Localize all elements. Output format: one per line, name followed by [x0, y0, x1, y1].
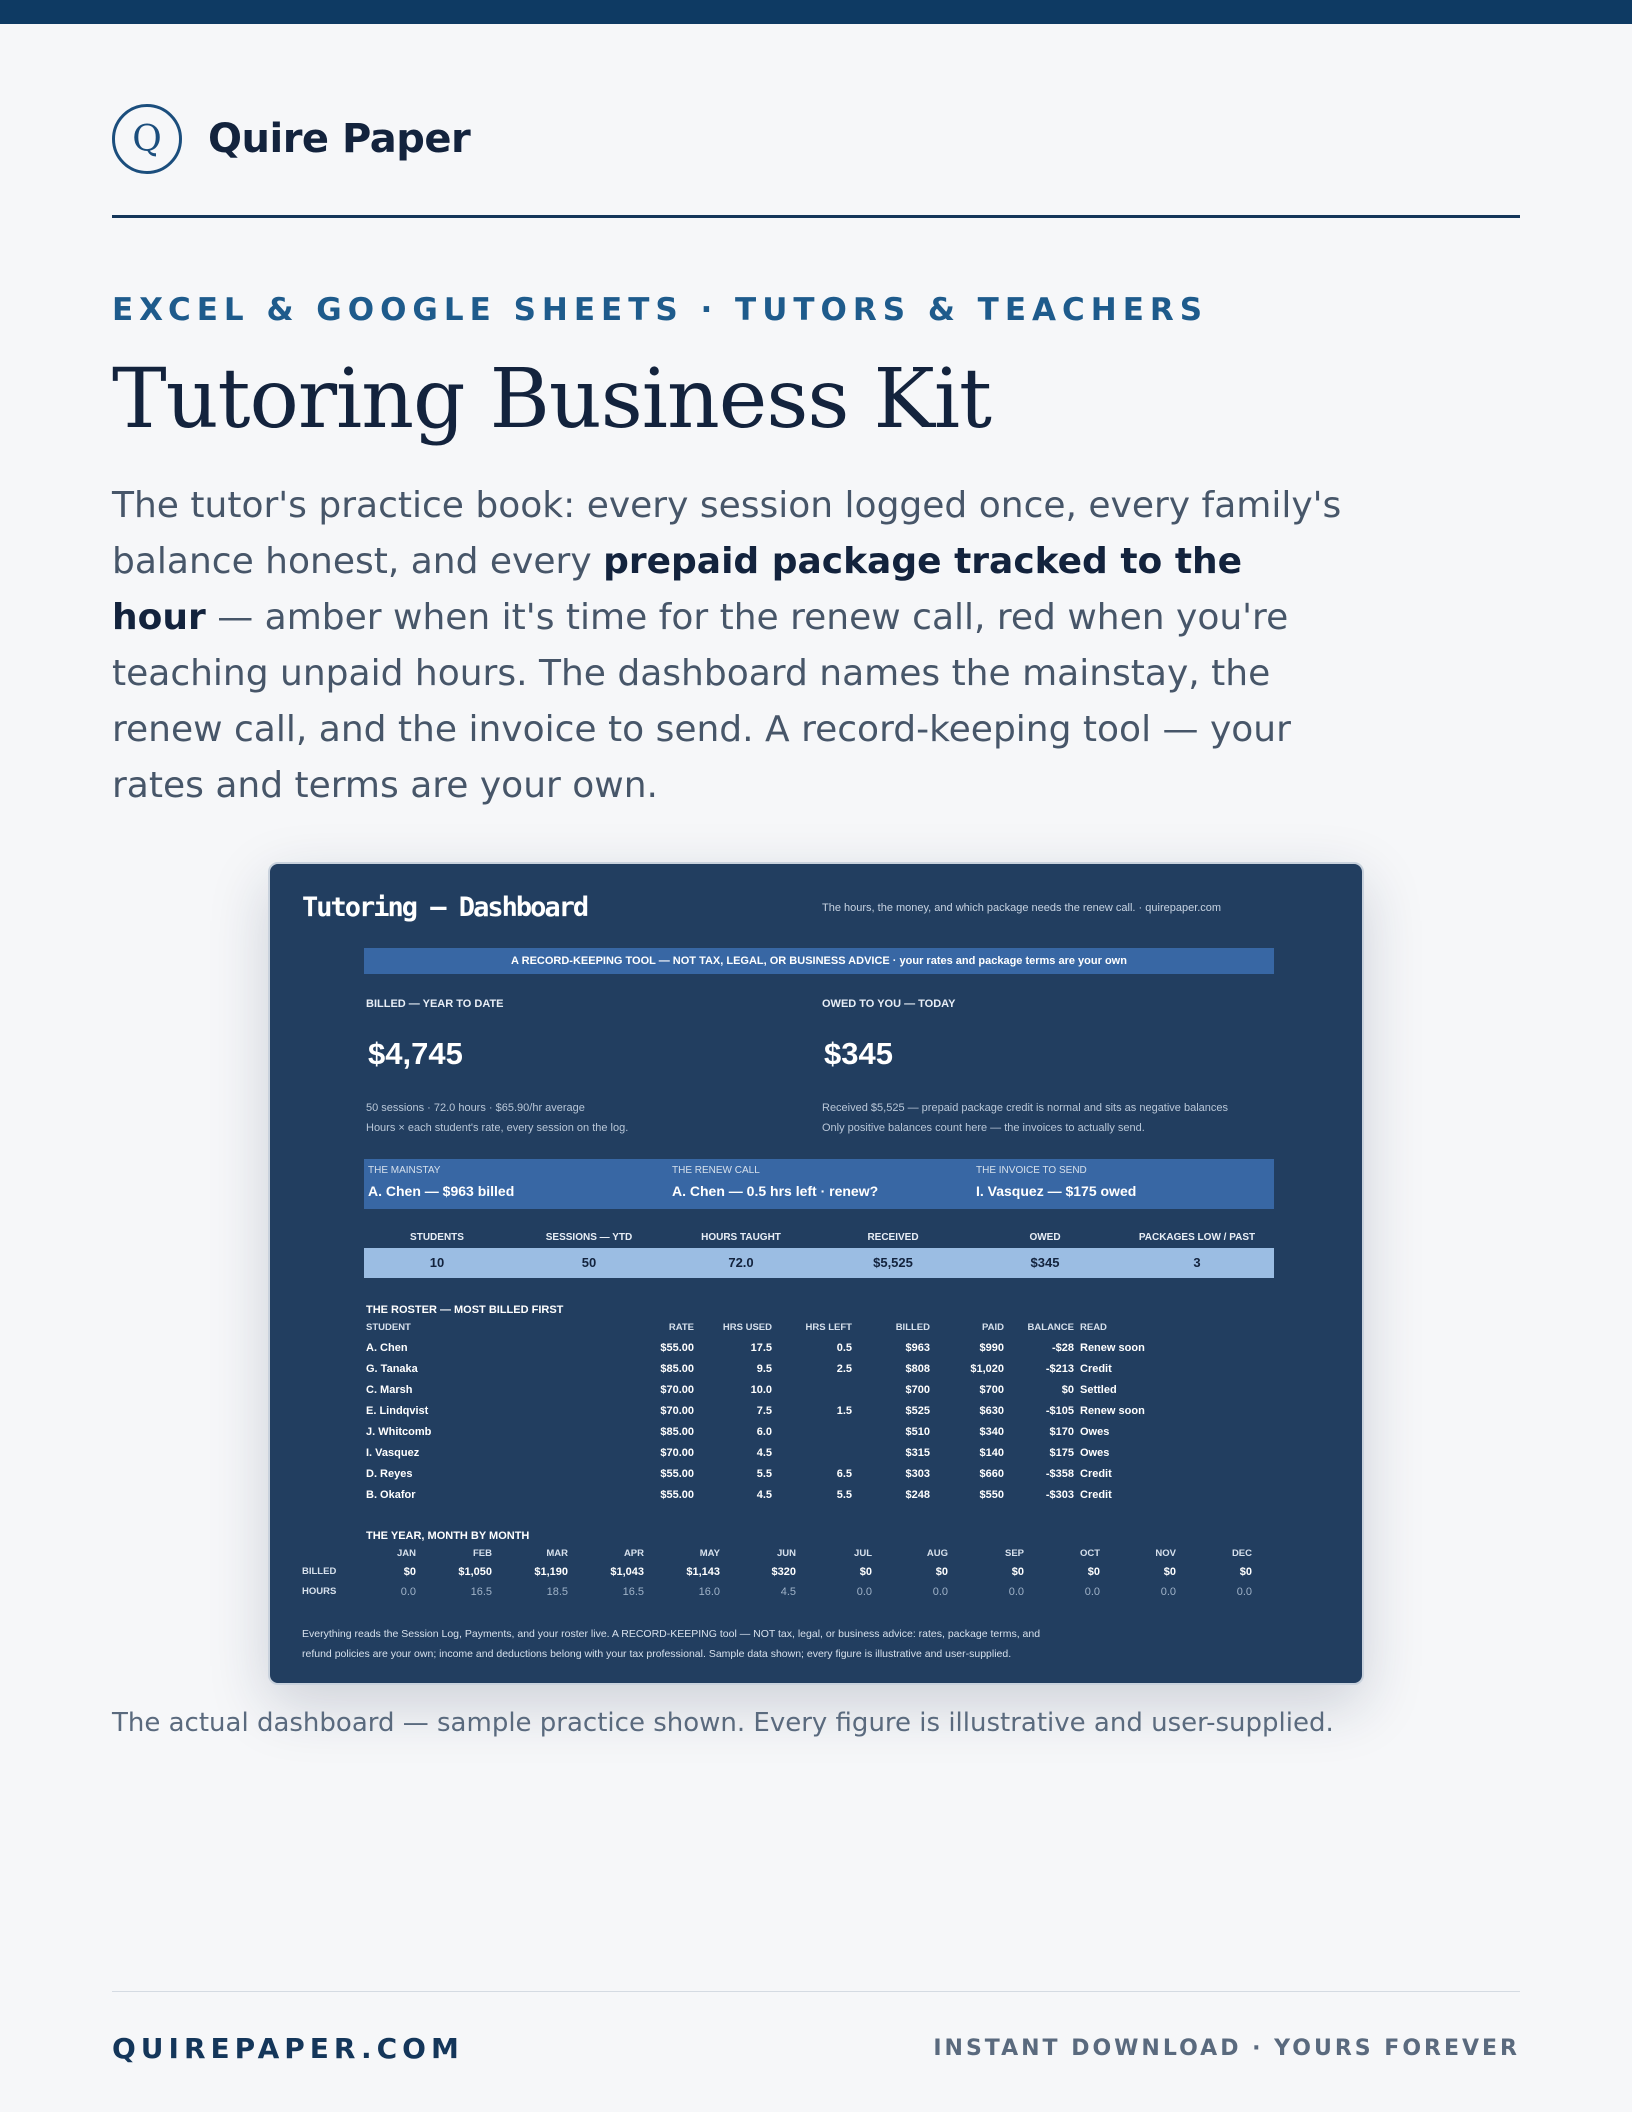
- month-billed: $1,190: [534, 1566, 568, 1578]
- dashboard-footnote-2: refund policies are your own; income and deductions belong with your tax professional. Sample data shown; every figure is illustrative and user-supplied.: [302, 1648, 1012, 1660]
- stat-label: SESSIONS — YTD: [545, 1232, 633, 1243]
- roster-header-paid: PAID: [982, 1322, 1004, 1333]
- month-billed: $0: [1087, 1566, 1100, 1578]
- roster-cell-read: Credit: [1080, 1363, 1112, 1375]
- roster-cell-paid: $140: [979, 1447, 1004, 1459]
- roster-cell-balance: -$358: [1045, 1468, 1074, 1480]
- roster-cell-student: C. Marsh: [366, 1384, 413, 1396]
- lede-part-2: — amber when it's time for the renew call, red when you're teaching unpaid hours. The dashboard names the mainstay, the renew call, and the invoice to send. A record-keeping tool — your rates and terms are your own.: [112, 597, 1291, 806]
- roster-cell-balance: -$213: [1045, 1363, 1074, 1375]
- roster-cell-paid: $660: [979, 1468, 1004, 1480]
- card-label: THE RENEW CALL: [672, 1165, 760, 1176]
- roster-cell-balance: $0: [1061, 1384, 1074, 1396]
- brand-header[interactable]: [112, 104, 470, 174]
- site-link[interactable]: QUIREPAPER.COM: [112, 2032, 464, 2065]
- roster-cell-read: Settled: [1080, 1384, 1117, 1396]
- month-billed: $1,043: [610, 1566, 644, 1578]
- month-hours: 0.0: [932, 1586, 948, 1598]
- product-description: [112, 478, 1342, 814]
- month-label: SEP: [1004, 1548, 1024, 1559]
- month-billed: $1,143: [686, 1566, 720, 1578]
- roster-cell-used: 6.0: [756, 1426, 772, 1438]
- stat-label: HOURS TAUGHT: [701, 1232, 781, 1243]
- stat-value: 50: [581, 1255, 597, 1270]
- month-label: MAR: [546, 1548, 568, 1559]
- roster-cell-read: Owes: [1080, 1426, 1110, 1438]
- roster-cell-read: Owes: [1080, 1447, 1110, 1459]
- dashboard-footnote-1: Everything reads the Session Log, Payments, and your roster live. A RECORD-KEEPING tool — NOT tax, legal, or business advice: rates, package terms, and: [302, 1628, 1041, 1640]
- month-label: MAY: [699, 1548, 720, 1559]
- roster-cell-billed: $808: [905, 1363, 930, 1375]
- month-label: OCT: [1079, 1548, 1100, 1559]
- brand-name: Quire Paper: [208, 116, 471, 162]
- billed-value: $4,745: [368, 1036, 463, 1071]
- product-category: EXCEL & GOOGLE SHEETS · TUTORS & TEACHERS: [112, 292, 1209, 328]
- month-hours: 0.0: [400, 1586, 416, 1598]
- roster-cell-student: I. Vasquez: [366, 1447, 420, 1459]
- roster-cell-rate: $55.00: [660, 1489, 694, 1501]
- roster-cell-rate: $55.00: [660, 1468, 694, 1480]
- stat-value: 3: [1193, 1255, 1201, 1270]
- month-billed: $1,050: [458, 1566, 492, 1578]
- roster-cell-student: D. Reyes: [366, 1468, 413, 1480]
- roster-cell-balance: $175: [1049, 1447, 1074, 1459]
- month-label: FEB: [473, 1548, 492, 1559]
- month-hours: 16.0: [698, 1586, 720, 1598]
- lede-highlight: prepaid package tracked to the hour: [112, 541, 1243, 638]
- roster-cell-used: 4.5: [756, 1489, 772, 1501]
- roster-header-used: HRS USED: [722, 1322, 772, 1333]
- footer-divider: [112, 1991, 1520, 1992]
- roster-cell-billed: $700: [905, 1384, 930, 1396]
- month-billed: $320: [771, 1566, 796, 1578]
- roster-cell-student: A. Chen: [366, 1342, 408, 1354]
- roster-cell-used: 4.5: [756, 1447, 772, 1459]
- stat-label: STUDENTS: [410, 1232, 464, 1243]
- dashboard-title: Tutoring — Dashboard: [302, 892, 588, 923]
- month-billed: $0: [859, 1566, 872, 1578]
- month-hours: 0.0: [1236, 1586, 1252, 1598]
- disclaimer-banner: A RECORD-KEEPING TOOL — NOT TAX, LEGAL, OR BUSINESS ADVICE · your rates and package terms are your own: [364, 948, 1274, 974]
- roster-cell-left: 5.5: [836, 1489, 852, 1501]
- card-label: THE INVOICE TO SEND: [976, 1165, 1087, 1176]
- month-billed: $0: [1163, 1566, 1176, 1578]
- roster-cell-balance: $170: [1049, 1426, 1074, 1438]
- month-hours: 0.0: [1008, 1586, 1024, 1598]
- stat-label: PACKAGES LOW / PAST: [1138, 1232, 1256, 1243]
- month-label: JUN: [776, 1548, 796, 1559]
- billed-note-1: 50 sessions · 72.0 hours · $65.90/hr average: [366, 1102, 585, 1114]
- roster-cell-read: Credit: [1080, 1489, 1112, 1501]
- top-accent-bar: [0, 0, 1632, 24]
- roster-cell-billed: $303: [905, 1468, 930, 1480]
- roster-cell-rate: $85.00: [660, 1426, 694, 1438]
- roster-cell-billed: $525: [905, 1405, 930, 1417]
- roster-cell-balance: -$28: [1051, 1342, 1074, 1354]
- roster-cell-rate: $70.00: [660, 1405, 694, 1417]
- stat-label: OWED: [1029, 1232, 1061, 1243]
- owed-note-1: Received $5,525 — prepaid package credit is normal and sits as negative balances: [822, 1102, 1229, 1114]
- card-value: I. Vasquez — $175 owed: [976, 1183, 1137, 1199]
- roster-cell-billed: $248: [905, 1489, 930, 1501]
- roster-cell-used: 10.0: [750, 1384, 772, 1396]
- month-label: NOV: [1155, 1548, 1176, 1559]
- roster-cell-rate: $55.00: [660, 1342, 694, 1354]
- billed-note-2: Hours × each student's rate, every session on the log.: [366, 1122, 629, 1134]
- roster-cell-rate: $85.00: [660, 1363, 694, 1375]
- card-value: A. Chen — $963 billed: [368, 1183, 515, 1199]
- owed-label: OWED TO YOU — TODAY: [822, 998, 956, 1010]
- roster-cell-paid: $630: [979, 1405, 1004, 1417]
- stat-value: 72.0: [728, 1255, 754, 1270]
- roster-cell-left: 1.5: [836, 1405, 852, 1417]
- header-divider: [112, 215, 1520, 218]
- page-title: Tutoring Business Kit: [112, 352, 991, 447]
- month-label: JAN: [396, 1548, 416, 1559]
- month-label: DEC: [1231, 1548, 1252, 1559]
- roster-cell-student: B. Okafor: [366, 1489, 416, 1501]
- month-hours: 4.5: [780, 1586, 796, 1598]
- dashboard-tagline: The hours, the money, and which package needs the renew call. · quirepaper.com: [822, 902, 1222, 914]
- billed-row-label: BILLED: [302, 1566, 337, 1577]
- card-value: A. Chen — 0.5 hrs left · renew?: [672, 1183, 879, 1199]
- month-billed: $0: [403, 1566, 416, 1578]
- month-hours: 0.0: [1084, 1586, 1100, 1598]
- month-hours: 16.5: [470, 1586, 492, 1598]
- billed-label: BILLED — YEAR TO DATE: [366, 998, 504, 1010]
- roster-header-student: STUDENT: [366, 1322, 411, 1333]
- month-billed: $0: [1011, 1566, 1024, 1578]
- screenshot-caption: The actual dashboard — sample practice shown. Every figure is illustrative and user-supplied.: [112, 1708, 1334, 1738]
- roster-cell-paid: $550: [979, 1489, 1004, 1501]
- month-hours: 0.0: [1160, 1586, 1176, 1598]
- month-billed: $0: [935, 1566, 948, 1578]
- roster-header-balance: BALANCE: [1027, 1322, 1074, 1333]
- roster-cell-left: 6.5: [836, 1468, 852, 1480]
- stat-value: $345: [1030, 1255, 1060, 1270]
- roster-cell-used: 9.5: [756, 1363, 772, 1375]
- highlight-cards: [364, 1159, 1274, 1209]
- month-label: AUG: [926, 1548, 948, 1559]
- footer-tagline: INSTANT DOWNLOAD · YOURS FOREVER: [933, 2036, 1520, 2061]
- month-hours: 18.5: [546, 1586, 568, 1598]
- roster-cell-used: 17.5: [750, 1342, 772, 1354]
- roster-cell-student: E. Lindqvist: [366, 1405, 429, 1417]
- roster-cell-left: 2.5: [836, 1363, 852, 1375]
- stat-value: $5,525: [873, 1255, 913, 1270]
- roster-cell-billed: $315: [905, 1447, 930, 1459]
- roster-cell-billed: $963: [905, 1342, 930, 1354]
- roster-cell-rate: $70.00: [660, 1384, 694, 1396]
- owed-value: $345: [824, 1036, 893, 1071]
- owed-note-2: Only positive balances count here — the invoices to actually send.: [822, 1122, 1145, 1134]
- roster-cell-student: G. Tanaka: [366, 1363, 418, 1375]
- roster-cell-read: Renew soon: [1080, 1405, 1145, 1417]
- roster-cell-paid: $1,020: [970, 1363, 1004, 1375]
- roster-cell-left: 0.5: [836, 1342, 852, 1354]
- roster-cell-paid: $340: [979, 1426, 1004, 1438]
- roster-cell-read: Renew soon: [1080, 1342, 1145, 1354]
- roster-cell-balance: -$105: [1045, 1405, 1074, 1417]
- year-heading: THE YEAR, MONTH BY MONTH: [366, 1530, 530, 1542]
- roster-cell-used: 7.5: [756, 1405, 772, 1417]
- roster-cell-paid: $700: [979, 1384, 1004, 1396]
- roster-cell-billed: $510: [905, 1426, 930, 1438]
- roster-cell-paid: $990: [979, 1342, 1004, 1354]
- month-label: APR: [623, 1548, 644, 1559]
- roster-header-read: READ: [1080, 1322, 1107, 1333]
- roster-header-left: HRS LEFT: [805, 1322, 852, 1333]
- month-label: JUL: [854, 1548, 872, 1559]
- roster-cell-rate: $70.00: [660, 1447, 694, 1459]
- month-billed: $0: [1239, 1566, 1252, 1578]
- month-hours: 0.0: [856, 1586, 872, 1598]
- stat-value: 10: [429, 1255, 445, 1270]
- brand-logo-icon: Q: [112, 104, 182, 174]
- roster-cell-balance: -$303: [1045, 1489, 1074, 1501]
- roster-header-billed: BILLED: [895, 1322, 930, 1333]
- roster-heading: THE ROSTER — MOST BILLED FIRST: [366, 1304, 564, 1316]
- hours-row-label: HOURS: [302, 1586, 337, 1597]
- roster-header-rate: RATE: [668, 1322, 694, 1333]
- roster-cell-read: Credit: [1080, 1468, 1112, 1480]
- stat-label: RECEIVED: [867, 1232, 919, 1243]
- lede-part-1: The tutor's practice book: every session logged once, every family's balance honest, and every: [112, 485, 1342, 582]
- roster-cell-student: J. Whitcomb: [366, 1426, 432, 1438]
- roster-cell-used: 5.5: [756, 1468, 772, 1480]
- dashboard-preview: [268, 862, 1364, 1685]
- card-label: THE MAINSTAY: [368, 1165, 441, 1176]
- month-hours: 16.5: [622, 1586, 644, 1598]
